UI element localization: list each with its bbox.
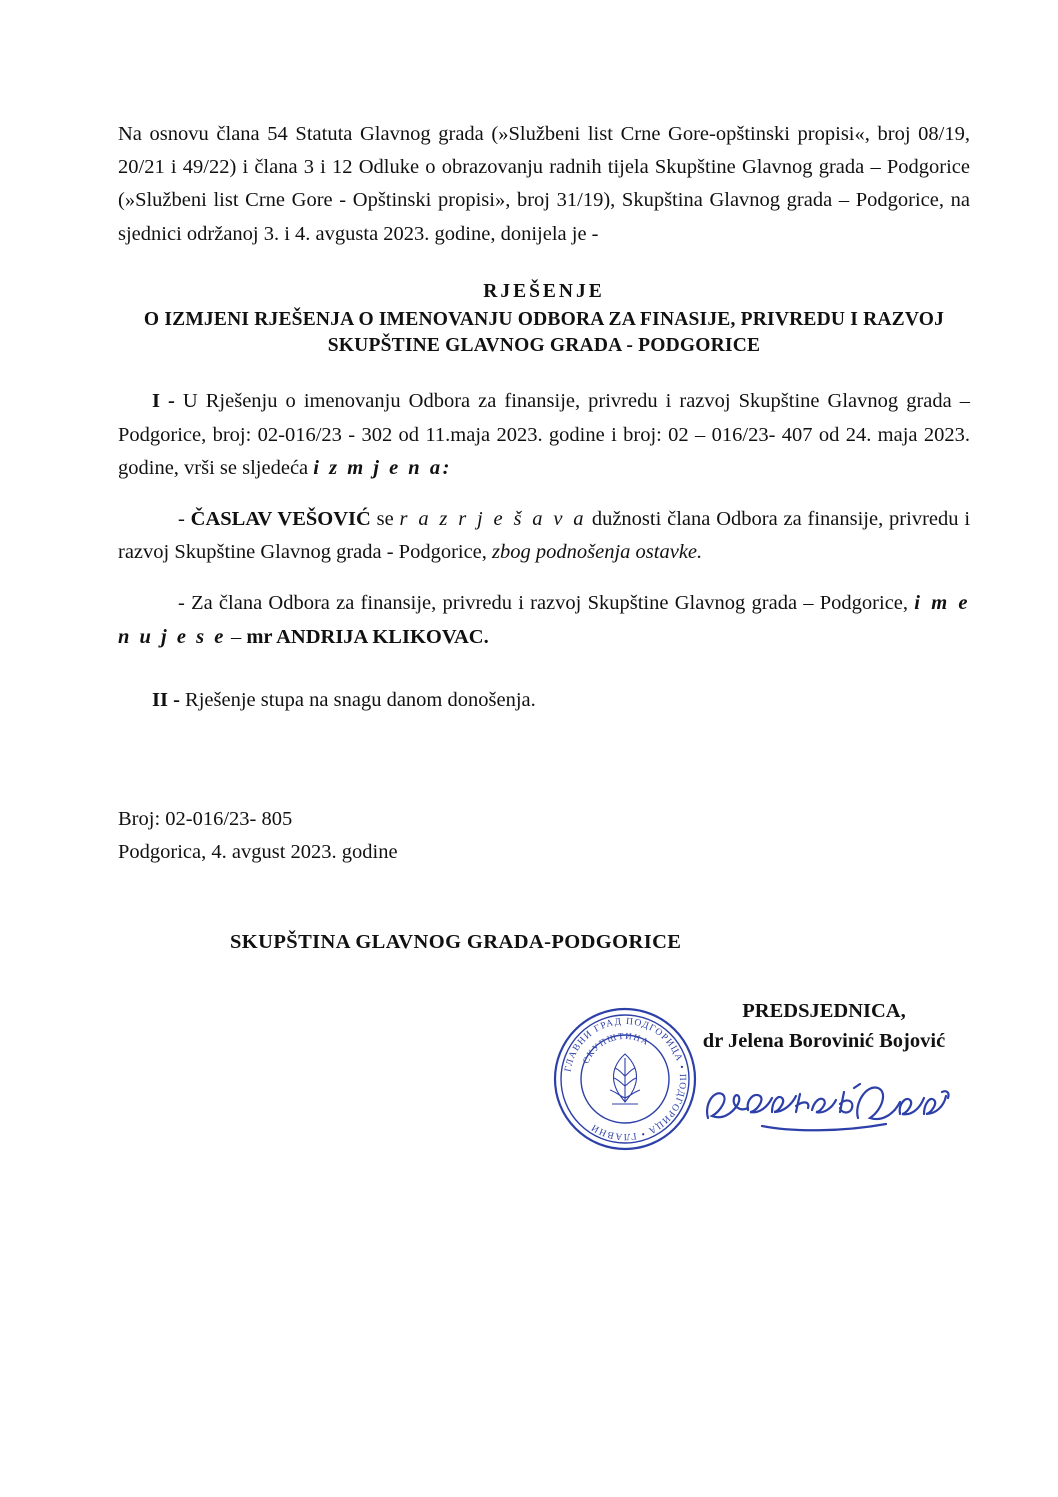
bullet-2 <box>118 587 970 653</box>
document-subtitle: O IZMJENI RJEŠENJA O IMENOVANJU ODBORA ZA FINASIJE, PRIVREDU I RAZVOJ SKUPŠTINE GLAVNOG GRADA - PODGORICE <box>143 308 945 357</box>
bullet-2-verb: i m e n u j e s e <box>118 592 970 648</box>
document-content <box>118 118 970 1226</box>
article-1 <box>118 385 970 485</box>
bullet-1-dash: - <box>178 508 191 531</box>
signatory-role: PREDSJEDNICA, <box>742 999 906 1022</box>
bullet-1-name: ČASLAV VEŠOVIĆ <box>190 508 371 531</box>
bullet-2-text: - Za člana Odbora za finansije, privredu i razvoj Skupštine Glavnog grada – Podgorice, <box>178 592 915 615</box>
document-place-date: Podgorica, 4. avgust 2023. godine <box>118 840 398 863</box>
article-1-text: U Rješenju o imenovanju Odbora za finansije, privredu i razvoj Skupštine Glavnog grada – Podgorice, broj: 02-016/23 - 302 od 11.maja 2023. godine i broj: 02 – 016/23- 407 od 24. maja 2023. godine, vrši se sljedeća <box>118 390 971 479</box>
svg-text:ГЛАВНИ ГРАД ПОДГОРИЦА • ПОДГОР: ГЛАВНИ ГРАД ПОДГОРИЦА • ПОДГОРИЦА • ГЛАВНИ <box>563 1016 688 1141</box>
svg-text:СКУПШТИНА: СКУПШТИНА <box>580 1030 652 1065</box>
handwritten-signature-icon <box>702 1074 952 1144</box>
footer-block <box>118 803 970 869</box>
document-number: Broj: 02-016/23- 805 <box>118 808 293 831</box>
organization-name: SKUPŠTINA GLAVNOG GRADA-PODGORICE <box>230 930 682 953</box>
bullet-1-verb: r a z r j e š a v a <box>399 508 587 531</box>
article-1-marker: I - <box>152 390 175 413</box>
signature-text-block <box>674 996 974 1058</box>
article-2 <box>118 684 970 717</box>
signature-area <box>118 996 970 1226</box>
title-block <box>118 281 970 360</box>
bullet-1-reason: zbog podnošenja ostavke. <box>492 541 703 564</box>
article-2-marker: II - <box>152 688 180 711</box>
article-2-text: Rješenje stupa na snagu danom donošenja. <box>179 688 536 711</box>
document-title: RJEŠENJE <box>483 280 605 302</box>
bullet-1-text: dužnosti člana Odbora za finansije, privredu i razvoj Skupštine Glavnog grada - Podgorice, <box>118 508 971 564</box>
bullet-1-verb-pre: se <box>370 508 400 531</box>
article-1-emphasis: i z m j e n a: <box>313 456 452 479</box>
bullet-2-name: mr ANDRIJA KLIKOVAC. <box>246 625 489 648</box>
bullet-1 <box>118 503 970 569</box>
bullet-2-dash: – <box>225 625 247 648</box>
intro-paragraph: Na osnovu člana 54 Statuta Glavnog grada (»Službeni list Crne Gore-opštinski propisi«, broj 08/19, 20/21 i 49/22) i člana 3 i 12 Odluke o obrazovanju radnih tijela Skupštine Glavnog grada – Podgorice (»Službeni list Crne Gore - Opštinski propisi», broj 31/19), Skupština Glavnog grada – Podgorice, na sjednici održanoj 3. i 4. avgusta 2023. godine, donijela je - <box>118 123 970 245</box>
signatory-name: dr Jelena Borovinić Bojović <box>702 1030 946 1053</box>
